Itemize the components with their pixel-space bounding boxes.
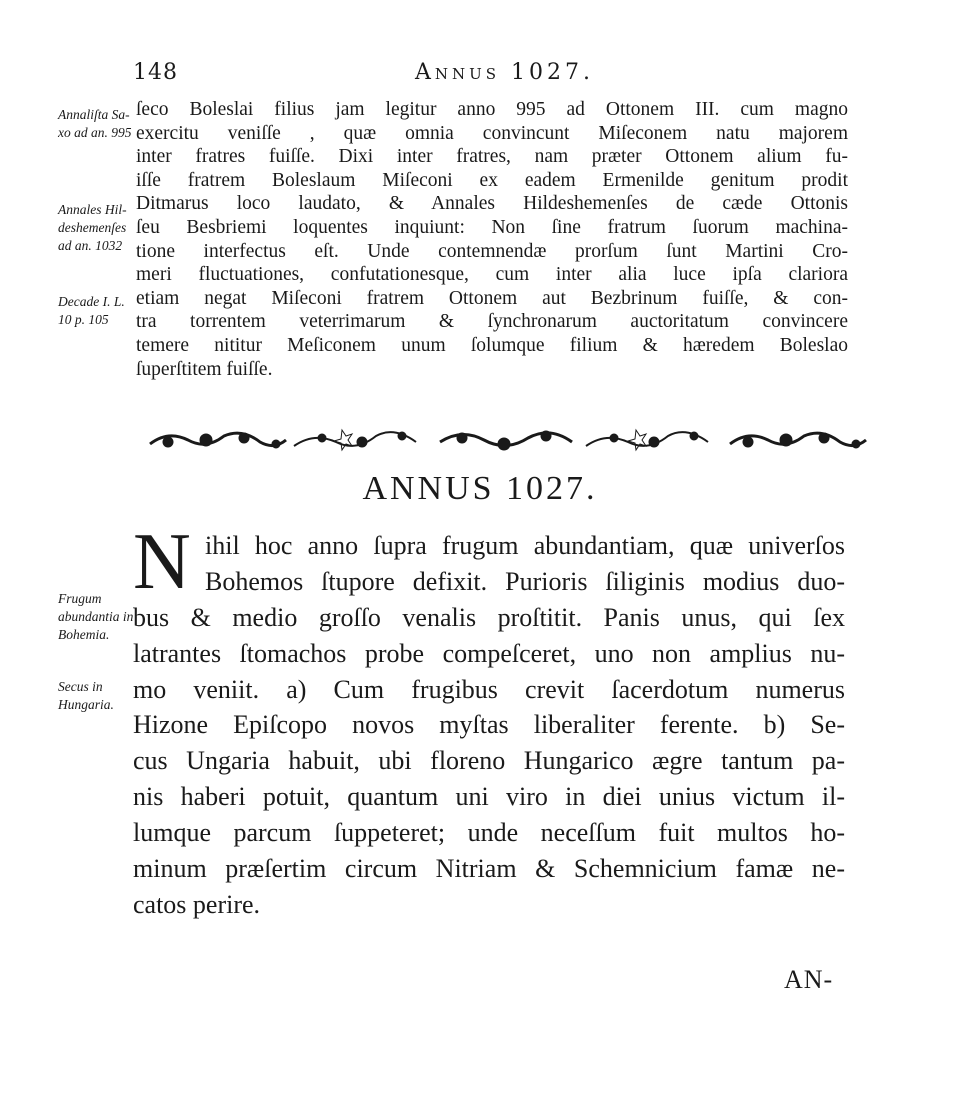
text-line: ſeco Boleslai filius jam legitur anno 995 ad Ottonem III. cum magno: [136, 99, 848, 120]
margin-note-line: 10 p. 105: [58, 312, 109, 327]
margin-note-line: Annales Hil-: [58, 202, 127, 217]
margin-note-line: Annaliſta Sa-: [58, 107, 130, 122]
margin-note-line: ad an. 1032: [58, 238, 123, 253]
text-line: lumque parcum ſuppeteret; unde neceſſum fuit multos ho-: [133, 818, 845, 848]
text-line: catos perire.: [133, 889, 261, 919]
text-line: Hizone Epiſcopo novos myſtas liberaliter ferente. b) Se-: [133, 710, 845, 740]
margin-note-line: xo ad an. 995: [58, 125, 132, 140]
text-line: Bohemos ſtupore defixit. Purioris ſiliginis modius duo-: [205, 566, 845, 596]
ornament-flourish: [586, 430, 708, 450]
running-head: Annus 1027.: [415, 60, 595, 85]
margin-note-line: Frugum: [58, 591, 102, 606]
drop-cap: N: [133, 518, 191, 606]
ornament-flourish: [730, 433, 866, 448]
text-line: exercitu veniſſe , quæ omnia convincunt Miſeconem natu majorem: [136, 122, 848, 144]
annus-1027-text: [133, 528, 845, 923]
margin-note-line: abundantia in: [58, 609, 134, 624]
margin-note-line: deshemenſes: [58, 220, 127, 235]
section-title: ANNUS 1027.: [362, 470, 598, 507]
previous-year-text: [136, 98, 848, 381]
text-line: latrantes ſtomachos probe compeſceret, uno non amplius nu-: [133, 638, 845, 668]
text-line: tione interfectus eſt. Unde contemnendæ prorſum ſunt Martini Cro-: [136, 240, 848, 262]
margin-note-annalista: [58, 106, 132, 142]
ornament-flourish: [440, 431, 572, 450]
margin-note-line: Decade I. L.: [58, 294, 125, 309]
text-line: bus & medio groſſo venalis proſtitit. Panis unus, qui ſex: [133, 602, 845, 632]
text-line: cus Ungaria habuit, ubi floreno Hungarico ægre tantum pa-: [133, 746, 845, 776]
text-line: minum præſertim circum Nitriam & Schemnicium famæ ne-: [133, 854, 845, 884]
text-line: ſeu Besbriemi loquentes inquiunt: Non ſine fratrum ſuorum machina-: [136, 216, 848, 238]
ornament-flourish: [294, 430, 416, 450]
margin-note-frugum: [58, 590, 133, 644]
text-line: tra torrentem veterrimarum & ſynchronarum auctoritatum convincere: [136, 311, 848, 333]
margin-note-secus: [58, 678, 114, 714]
margin-note-line: Bohemia.: [58, 627, 110, 642]
margin-note-annales: [58, 201, 127, 255]
text-line: ihil hoc anno ſupra frugum abundantiam, quæ univerſos: [205, 531, 845, 560]
text-line: ſuperſtitem fuiſſe.: [136, 358, 273, 380]
ornament-flourish: [150, 433, 286, 448]
margin-note-line: Hungaria.: [58, 697, 114, 712]
page-number: 148: [133, 60, 178, 85]
text-line: meri fluctuationes, confutationesque, cum inter alia luce ipſa clariora: [136, 264, 848, 286]
text-line: etiam negat Miſeconi fratrem Ottonem aut Bezbrinum fuiſſe, & con-: [136, 287, 848, 309]
text-line: nis haberi potuit, quantum uni viro in diei unius victum il-: [133, 782, 845, 812]
ornament-band: [148, 424, 868, 456]
text-line: inter fratres fuiſſe. Dixi inter fratres, nam præter Ottonem alium fu-: [136, 146, 848, 168]
text-line: Ditmarus loco laudato, & Annales Hildeshemenſes de cæde Ottonis: [136, 193, 848, 215]
margin-note-line: Secus in: [58, 679, 103, 694]
text-line: temere nititur Meſiconem unum ſolumque filium & hæredem Boleslao: [136, 334, 848, 356]
text-line: iſſe fratrem Boleslaum Miſeconi ex eadem Ermenilde genitum prodit: [136, 169, 848, 191]
text-line: mo veniit. a) Cum frugibus crevit ſacerdotum numerus: [133, 674, 845, 704]
margin-note-decade: [58, 293, 125, 329]
catchword: AN-: [784, 965, 834, 994]
